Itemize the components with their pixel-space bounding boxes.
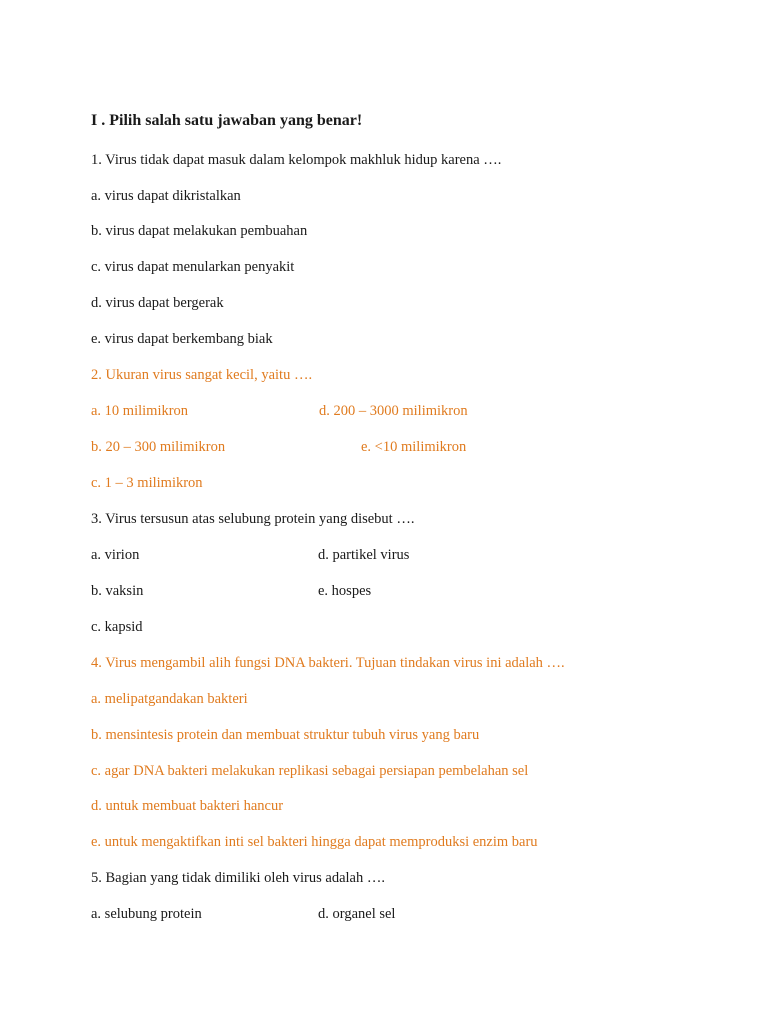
question-4: 4. Virus mengambil alih fungsi DNA bakteri. Tujuan tindakan virus ini adalah …. — [91, 655, 565, 671]
q4-option-c: c. agar DNA bakteri melakukan replikasi sebagai persiapan pembelahan sel — [91, 763, 529, 779]
q2-option-a: a. 10 milimikron — [91, 403, 189, 419]
q3-option-b: b. vaksin — [91, 583, 144, 599]
q1-option-c: c. virus dapat menularkan penyakit — [91, 259, 295, 275]
question-2: 2. Ukuran virus sangat kecil, yaitu …. — [91, 367, 313, 383]
q1-option-e: e. virus dapat berkembang biak — [91, 331, 273, 347]
q2-option-b: b. 20 – 300 milimikron — [91, 439, 226, 455]
q1-option-a: a. virus dapat dikristalkan — [91, 188, 241, 204]
q4-option-a: a. melipatgandakan bakteri — [91, 691, 248, 707]
q3-option-e: e. hospes — [318, 583, 372, 599]
q4-option-b: b. mensintesis protein dan membuat struktur tubuh virus yang baru — [91, 727, 480, 743]
q1-option-b: b. virus dapat melakukan pembuahan — [91, 223, 308, 239]
q4-option-e: e. untuk mengaktifkan inti sel bakteri hingga dapat memproduksi enzim baru — [91, 834, 538, 850]
q3-option-c: c. kapsid — [91, 619, 143, 635]
q2-option-e: e. <10 milimikron — [361, 439, 467, 455]
q3-option-d: d. partikel virus — [318, 547, 410, 563]
question-5: 5. Bagian yang tidak dimiliki oleh virus adalah …. — [91, 870, 385, 886]
q5-option-a: a. selubung protein — [91, 906, 202, 922]
q5-option-d: d. organel sel — [318, 906, 396, 922]
q2-option-c: c. 1 – 3 milimikron — [91, 475, 203, 491]
question-1: 1. Virus tidak dapat masuk dalam kelompok makhluk hidup karena …. — [91, 152, 502, 168]
q1-option-d: d. virus dapat bergerak — [91, 295, 224, 311]
q2-option-d: d. 200 – 3000 milimikron — [319, 403, 468, 419]
q3-option-a: a. virion — [91, 547, 140, 563]
q4-option-d: d. untuk membuat bakteri hancur — [91, 798, 284, 814]
section-heading: I . Pilih salah satu jawaban yang benar! — [91, 112, 363, 129]
question-3: 3. Virus tersusun atas selubung protein yang disebut …. — [91, 511, 415, 527]
